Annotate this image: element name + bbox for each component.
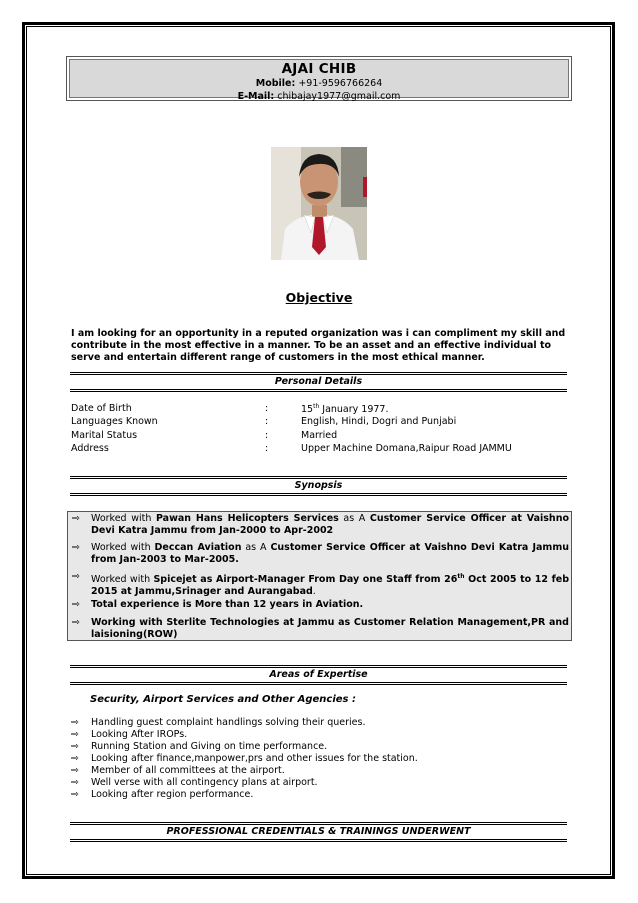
- arrow-bullet-icon: ⇨: [72, 599, 80, 610]
- pd-separator: :: [265, 416, 269, 427]
- pd-key: Address: [71, 443, 109, 454]
- pd-separator: :: [265, 443, 269, 454]
- pd-separator: :: [265, 430, 269, 441]
- profile-photo: [271, 147, 367, 260]
- arrow-bullet-icon: ⇨: [71, 753, 79, 764]
- arrow-bullet-icon: ⇨: [72, 617, 80, 628]
- personal-details-heading: Personal Details: [70, 372, 567, 392]
- pd-key: Marital Status: [71, 430, 138, 441]
- synopsis-heading: Synopsis: [70, 476, 567, 496]
- email-value: chibajay1977@gmail.com: [277, 91, 401, 102]
- mobile-label: Mobile:: [255, 78, 296, 89]
- arrow-bullet-icon: ⇨: [71, 729, 79, 740]
- mobile-line: [67, 77, 571, 90]
- arrow-bullet-icon: ⇨: [71, 741, 79, 752]
- arrow-bullet-icon: ⇨: [72, 542, 80, 553]
- email-label: E-Mail:: [237, 91, 275, 102]
- expertise-heading: Areas of Expertise: [70, 665, 567, 685]
- pd-row-languages: [71, 416, 568, 429]
- pd-key: Date of Birth: [71, 403, 132, 414]
- pd-row-address: [71, 443, 568, 456]
- pd-separator: :: [265, 403, 269, 414]
- objective-text: I am looking for an opportunity in a reputed organization was i can compliment my skill and contribute in the most effective in a manner. To be an asset and an effective individual to serve and entertain different range of customers in the most ethical manner.: [71, 328, 566, 363]
- pd-key: Languages Known: [71, 416, 158, 427]
- resume-header: [66, 56, 572, 101]
- email-line: [67, 90, 571, 103]
- candidate-name: AJAI CHIB: [281, 61, 357, 77]
- objective-heading: Objective: [285, 290, 353, 305]
- pd-row-marital: [71, 430, 568, 443]
- synopsis-box: ⇨ Worked with Pawan Hans Helicopters Services as A Customer Service Officer at Vaishno Devi Katra Jammu from Jan-2000 to Apr-2002 ⇨ Worked with Deccan Aviation as A Customer Service Officer at Vaishno Devi Katra Jammu from Jan-2003 to Mar-2005. ⇨ Worked with Spicejet as Airport-Manager From Day one Staff from 26th Oct 2005 to 12 feb 2015 at Jammu,Srinager and Aurangabad. ⇨ Total experience is More than 12 years in Aviation. ⇨ Working with Sterlite Technologies at Jammu as Customer Relation Management,PR and laisioning(ROW): [67, 511, 572, 641]
- arrow-bullet-icon: ⇨: [71, 765, 79, 776]
- credentials-heading: PROFESSIONAL CREDENTIALS & TRAININGS UNDERWENT: [70, 822, 567, 842]
- arrow-bullet-icon: ⇨: [71, 777, 79, 788]
- pd-value: 15th January 1977.: [301, 403, 389, 416]
- arrow-bullet-icon: ⇨: [71, 789, 79, 800]
- pd-value: English, Hindi, Dogri and Punjabi: [301, 416, 457, 427]
- pd-value: Married: [301, 430, 338, 441]
- arrow-bullet-icon: ⇨: [72, 513, 80, 524]
- arrow-bullet-icon: ⇨: [72, 571, 80, 582]
- pd-row-dob: [71, 403, 568, 416]
- arrow-bullet-icon: ⇨: [71, 717, 79, 728]
- mobile-value: +91-9596766264: [298, 78, 383, 89]
- pd-value: Upper Machine Domana,Raipur Road JAMMU: [301, 443, 512, 454]
- expertise-subtitle: Security, Airport Services and Other Agencies :: [90, 694, 356, 705]
